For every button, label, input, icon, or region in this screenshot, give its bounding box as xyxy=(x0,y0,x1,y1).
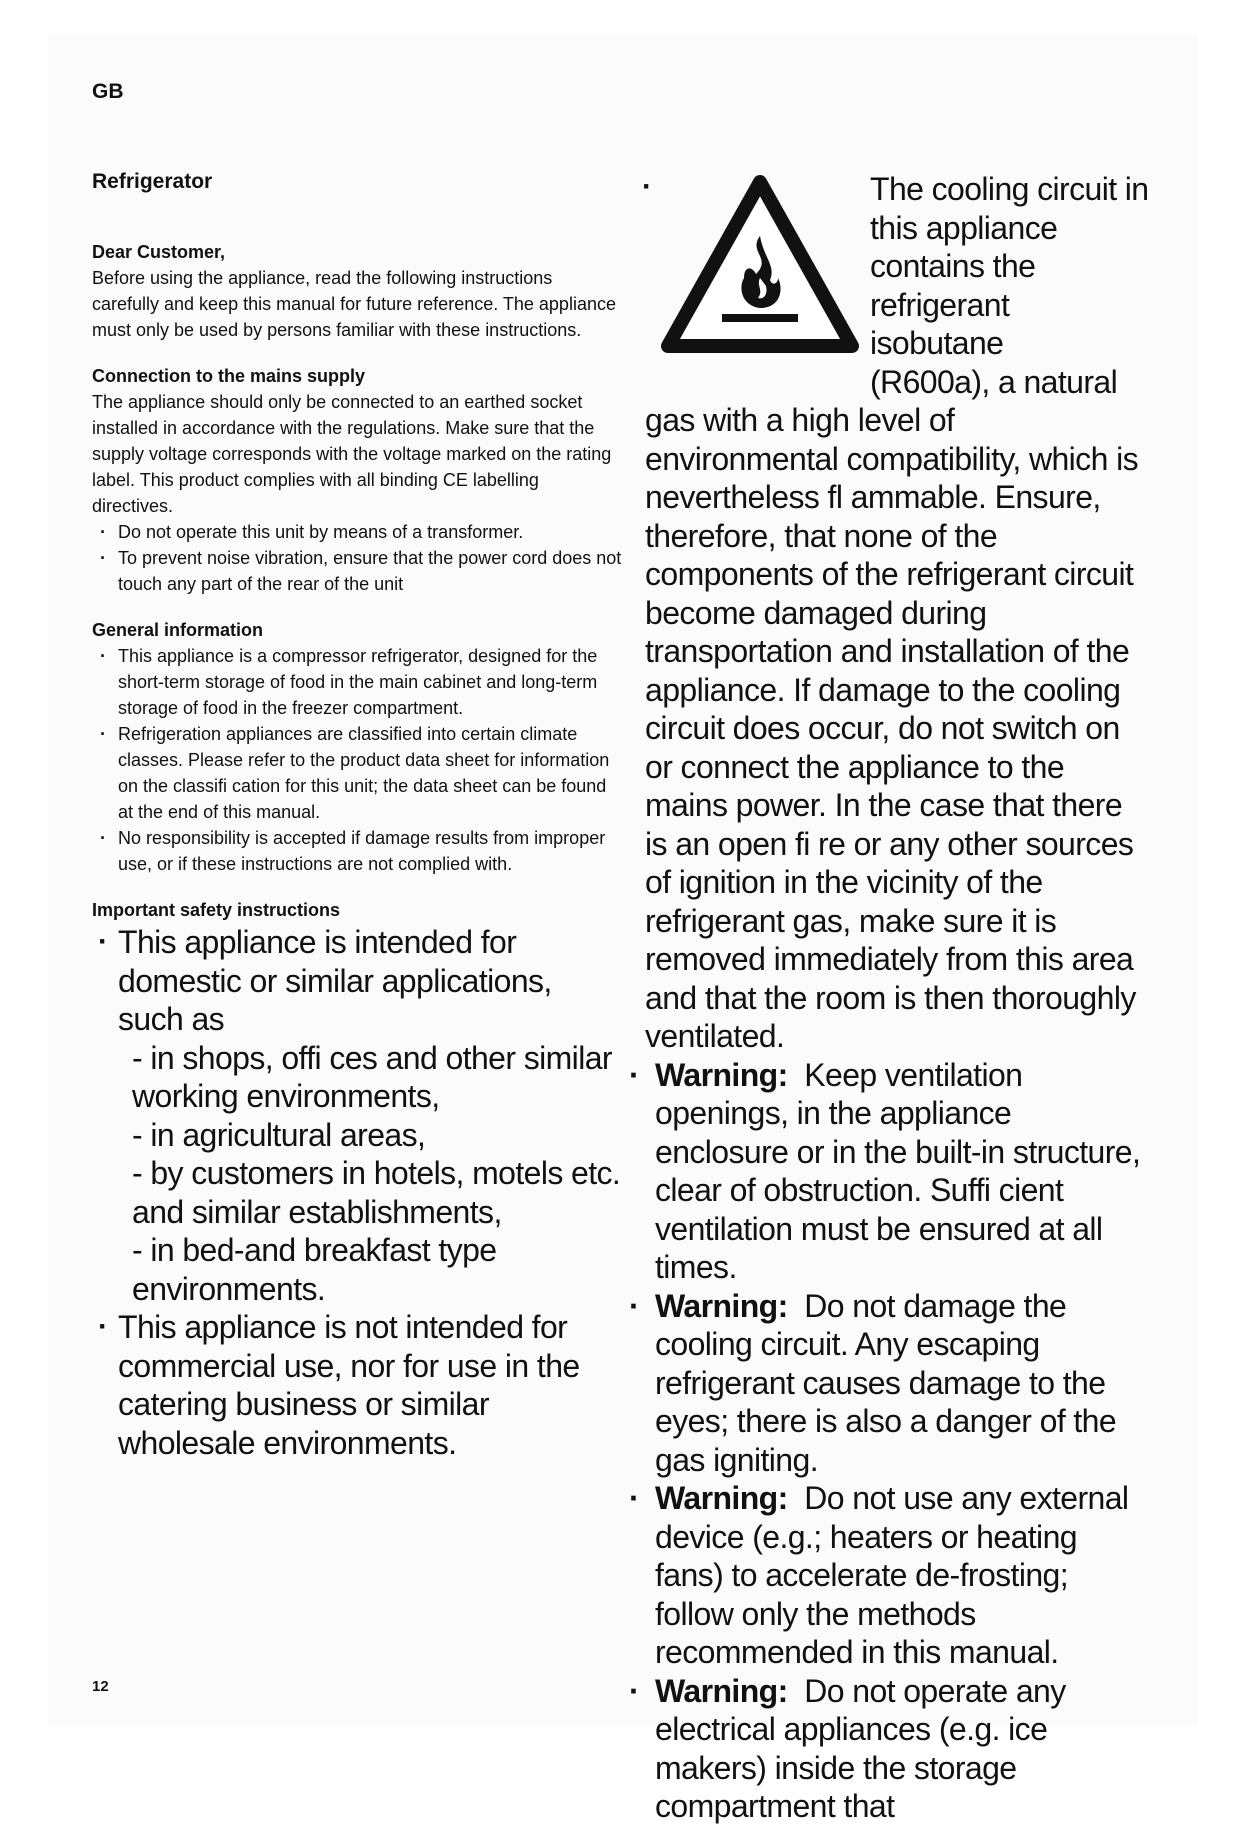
sub-list xyxy=(118,1039,622,1309)
list-item-text: This appliance is a compressor refrigerator, designed for the short-term storage of food in the main cabinet and long-term storage of food in the freezer compartment. xyxy=(118,646,598,718)
warning-item xyxy=(645,1056,1150,1287)
list-item-text: This appliance is not intended for commercial use, nor for use in the catering business or similar wholesale environments. xyxy=(118,1309,580,1461)
mains-heading: Connection to the mains supply xyxy=(92,366,366,386)
list-item xyxy=(92,923,622,1308)
general-list xyxy=(92,643,622,877)
line-beside-icon: this appliance xyxy=(870,209,1058,246)
warning-item xyxy=(645,1672,1150,1826)
line-beside-icon: contains the xyxy=(870,248,1036,284)
intro-paragraph: Before using the appliance, read the following instructions carefully and keep this manual for future reference. The appliance must only be used by persons familiar with these instructions. xyxy=(92,268,616,340)
safety-heading: Important safety instructions xyxy=(92,900,341,920)
warning-item xyxy=(645,1479,1150,1672)
warning-text: Do not use any external device (e.g.; heaters or heating fans) to accelerate de-frosting; follow only the methods recommended in this manual. xyxy=(655,1480,1129,1670)
list-item-text: No responsibility is accepted if damage results from improper use, or if these instructions are not complied with. xyxy=(118,828,606,874)
line-beside-icon: refrigerant isobutane xyxy=(870,286,1010,361)
warning-item xyxy=(645,1287,1150,1480)
list-item-text: To prevent noise vibration, ensure that the power cord does not touch any part of the rear of the unit xyxy=(118,548,622,594)
document-title: Refrigerator xyxy=(92,170,213,193)
safety-list xyxy=(92,923,622,1462)
warnings-list xyxy=(645,1056,1150,1826)
warning-label: Warning: xyxy=(655,1672,788,1709)
warning-text: Do not damage the cooling circuit. Any escaping refrigerant causes damage to the eyes; there is also a danger of the gas igniting. xyxy=(655,1287,1117,1478)
line-beside-icon: (R600a), a natural xyxy=(870,363,1118,400)
warning-text: Do not operate any electrical appliances (e.g. ice makers) inside the storage compartment that xyxy=(655,1672,1066,1824)
list-item xyxy=(92,545,622,597)
sub-item: - in shops, offi ces and other similar working environments, xyxy=(132,1039,612,1114)
list-item xyxy=(92,825,622,877)
left-column xyxy=(92,170,622,1462)
list-item-text: Do not operate this unit by means of a transformer. xyxy=(118,522,524,542)
sub-item: - in agricultural areas, xyxy=(132,1116,426,1153)
language-code: GB xyxy=(92,80,124,103)
mains-paragraph: The appliance should only be connected to an earthed socket installed in accordance with the regulations. Make sure that the supply voltage corresponds with the voltage marked on the rating label. This product complies with all binding CE labelling directives. xyxy=(92,392,612,516)
greeting: Dear Customer, xyxy=(92,242,226,262)
sub-item: - by customers in hotels, motels etc. and similar establishments, xyxy=(132,1155,621,1230)
list-item xyxy=(92,1308,622,1462)
list-item-text: Refrigeration appliances are classified into certain climate classes. Please refer to the product data sheet for information on the classifi cation for this unit; the data sheet can be found at the end of this manual. xyxy=(118,724,610,822)
general-heading: General information xyxy=(92,620,264,640)
bullet: · xyxy=(642,170,652,203)
page-number: 12 xyxy=(92,1678,109,1695)
warning-label: Warning: xyxy=(655,1287,788,1324)
mains-list xyxy=(92,519,622,597)
sub-item: - in bed-and breakfast type environments. xyxy=(132,1232,497,1307)
list-item xyxy=(92,643,622,721)
right-column xyxy=(642,170,1150,1826)
flame-base xyxy=(722,314,798,322)
warning-text: Keep ventilation openings, in the appliance enclosure or in the built-in structure, clear of obstruction. Suffi cient ventilation must be ensured at all times. xyxy=(655,1056,1141,1285)
flammable-warning-icon xyxy=(660,174,860,354)
list-item xyxy=(92,721,622,825)
list-item xyxy=(92,519,622,545)
line-beside-icon: The cooling circuit in xyxy=(870,171,1149,207)
paragraph-rest: gas with a high level of environmental compatibility, which is nevertheless fl ammable. Ensure, therefore, that none of the components of the refrigerant circuit become damaged during transportation and installation of the appliance. If damage to the cooling circuit does occur, do not switch on or connect the appliance to the mains power. In the case that there is an open fi re or any other sources of ignition in the vicinity of the refrigerant gas, make sure it is removed immediately from this area and that the room is then thoroughly ventilated. xyxy=(645,402,1138,1054)
list-item-text: This appliance is intended for domestic or similar applications, such as xyxy=(118,924,552,1037)
warning-label: Warning: xyxy=(655,1480,788,1516)
warning-label: Warning: xyxy=(655,1056,788,1093)
